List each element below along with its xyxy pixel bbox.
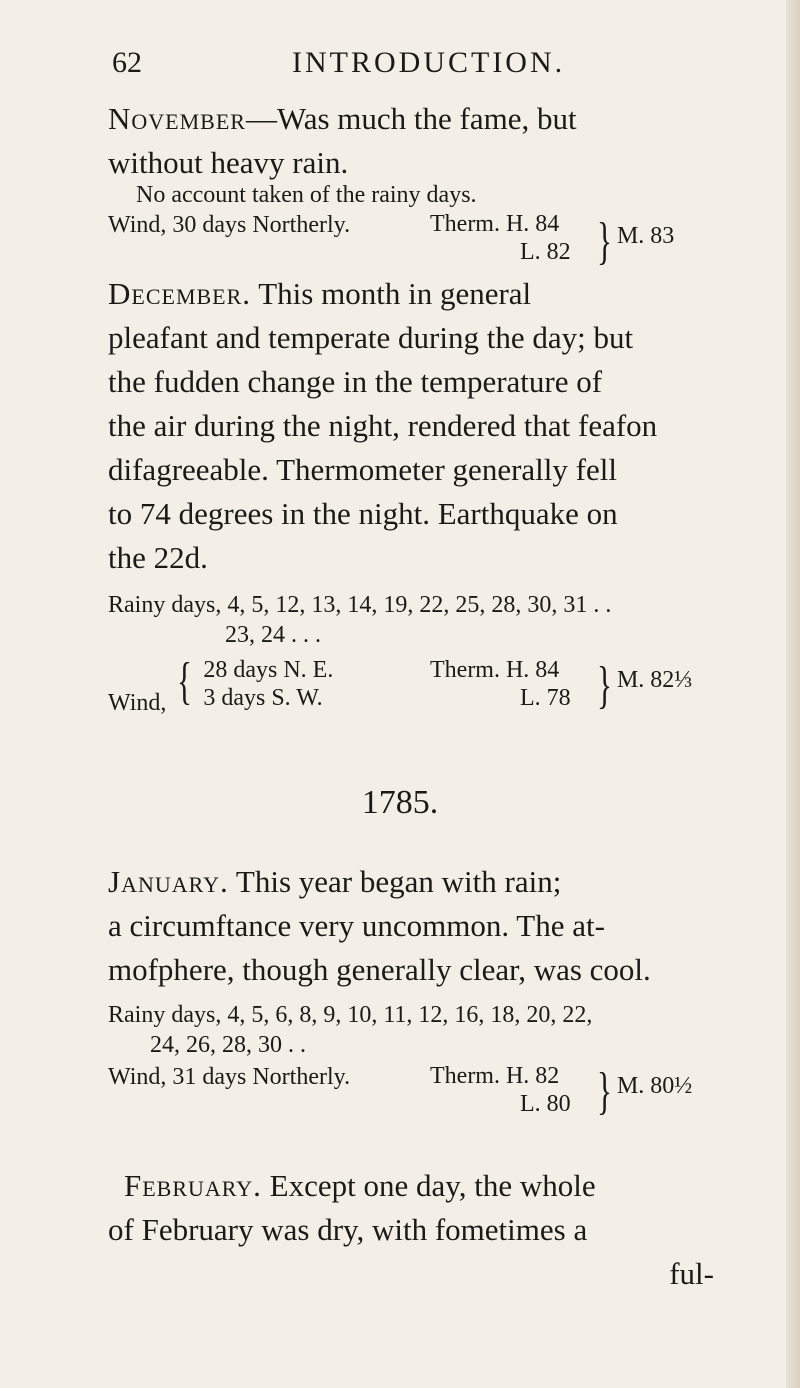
november-therm — [430, 210, 571, 266]
december-wind-label: Wind, — [108, 690, 167, 716]
brace-glyph: { — [177, 653, 193, 710]
november-therm-low: L. 82 — [520, 239, 571, 265]
december-wind-block — [108, 653, 334, 716]
november-wind: Wind, 30 days Northerly. — [108, 212, 351, 238]
january-line-1: This year began with rain; — [235, 864, 562, 899]
brace-glyph: } — [596, 657, 612, 714]
december-rainy-line-1: Rainy days, 4, 5, 12, 13, 14, 19, 22, 25, 28, 30, 31 . . — [108, 592, 612, 618]
year-heading: 1785. — [361, 784, 439, 821]
december-line-7: the 22d. — [108, 540, 208, 575]
november-heading: November — [108, 101, 246, 136]
january-rainy-line-2: 24, 26, 28, 30 . . — [150, 1032, 306, 1058]
january-line-2: a circumftance very uncommon. The at- — [108, 908, 605, 943]
december-line-4: the air during the night, rendered that feafon — [108, 408, 658, 443]
january-therm — [430, 1062, 571, 1118]
page-edge — [786, 0, 800, 1388]
december-therm — [430, 656, 571, 712]
page-header — [112, 46, 740, 86]
february-line-3: ful- — [669, 1256, 714, 1291]
brace-glyph: } — [596, 1063, 612, 1120]
december-wind-1: 28 days N. E. — [203, 657, 334, 683]
january-therm-high: Therm. H. 82 — [430, 1063, 560, 1089]
november-mean: M. 83 — [616, 223, 675, 249]
november-mean-wrap — [592, 213, 675, 270]
january-mean-wrap — [592, 1063, 693, 1120]
december-mean-wrap — [592, 657, 693, 714]
december-line-5: difagreeable. Thermometer generally fell — [108, 452, 617, 487]
february-paragraph — [108, 1164, 740, 1296]
december-rainy-line-2: 23, 24 . . . — [225, 622, 321, 648]
january-line-3: mofphere, though generally clear, was cool. — [108, 952, 651, 987]
running-head: INTRODUCTION. — [292, 46, 566, 79]
january-mean: M. 80½ — [616, 1073, 693, 1099]
december-wind-2: 3 days S. W. — [203, 685, 323, 711]
february-line-2: of February was dry, with fometimes a — [108, 1212, 588, 1247]
february-heading: February. — [124, 1168, 262, 1203]
january-heading: January. — [108, 864, 229, 899]
december-heading: December. — [108, 276, 252, 311]
january-therm-low: L. 80 — [520, 1091, 571, 1117]
december-line-1: This month in general — [258, 276, 532, 311]
january-paragraph — [108, 860, 740, 992]
january-wind: Wind, 31 days Northerly. — [108, 1064, 351, 1090]
november-note: No account taken of the rainy days. — [136, 182, 477, 208]
december-line-3: the fudden change in the temperature of — [108, 364, 603, 399]
november-paragraph — [108, 97, 740, 185]
december-therm-high: Therm. H. 84 — [430, 657, 560, 683]
january-rainy-line-1: Rainy days, 4, 5, 6, 8, 9, 10, 11, 12, 16, 18, 20, 22, — [108, 1002, 593, 1028]
brace-glyph: } — [596, 213, 612, 270]
december-line-6: to 74 degrees in the night. Earthquake on — [108, 496, 618, 531]
december-mean: M. 82⅓ — [616, 667, 693, 693]
november-line-2: without heavy rain. — [108, 145, 349, 180]
november-therm-high: Therm. H. 84 — [430, 211, 560, 237]
november-line-1: —Was much the fame, but — [245, 101, 577, 136]
december-paragraph — [108, 272, 740, 580]
february-line-1: Except one day, the whole — [269, 1168, 596, 1203]
december-line-2: pleafant and temperate during the day; but — [108, 320, 634, 355]
page-number: 62 — [112, 46, 142, 79]
december-therm-low: L. 78 — [520, 685, 571, 711]
